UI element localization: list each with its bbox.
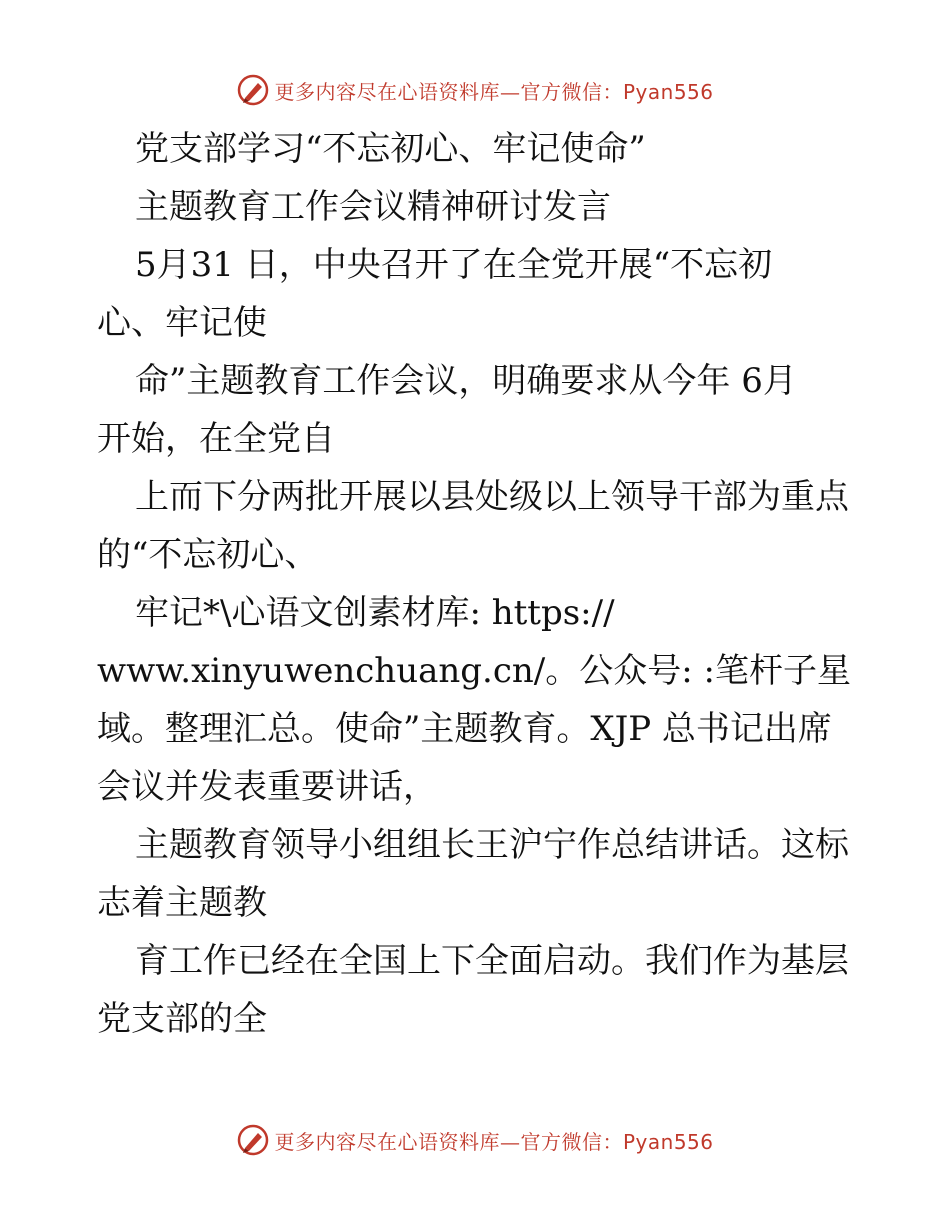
doc-line: 上而下分两批开展以县处级以上领导干部为重点: [135, 477, 849, 517]
doc-line: 域。整理汇总。使命”主题教育。XJP 总书记出席: [97, 709, 832, 749]
doc-line: 会议并发表重要讲话，: [97, 767, 437, 807]
doc-line: 心、牢记使: [97, 303, 267, 343]
doc-line: 命”主题教育工作会议，明确要求从今年 6月: [135, 361, 797, 401]
doc-line: 主题教育工作会议精神研讨发言: [135, 187, 611, 227]
header-banner: [0, 70, 950, 110]
footer-banner-handle: Pyan556: [622, 1129, 714, 1154]
doc-line: www.xinyuwenchuang.cn/。公众号: :笔杆子星: [97, 651, 851, 691]
doc-line: 党支部学习“不忘初心、牢记使命”: [135, 129, 646, 169]
header-banner-text: 更多内容尽在心语资料库—官方微信：Pyan556: [274, 79, 714, 104]
doc-line: 志着主题教: [97, 883, 267, 923]
doc-line: 开始，在全党自: [97, 419, 335, 459]
doc-line: 的“不忘初心、: [97, 535, 319, 575]
header-banner-handle: Pyan556: [622, 79, 714, 104]
doc-line: 育工作已经在全国上下全面启动。我们作为基层: [135, 941, 849, 981]
doc-line: 5月31 日，中央召开了在全党开展“不忘初: [135, 245, 773, 285]
doc-line: 牢记*\心语文创素材库: https://: [135, 593, 615, 633]
doc-line: 党支部的全: [97, 999, 267, 1039]
footer-banner-text: 更多内容尽在心语资料库—官方微信：Pyan556: [274, 1129, 714, 1154]
footer-banner: [0, 1120, 950, 1160]
pen-logo-icon: [236, 73, 270, 107]
pen-logo-icon: [236, 1123, 270, 1157]
document-body: [97, 120, 867, 1048]
doc-line: 主题教育领导小组组长王沪宁作总结讲话。这标: [135, 825, 849, 865]
